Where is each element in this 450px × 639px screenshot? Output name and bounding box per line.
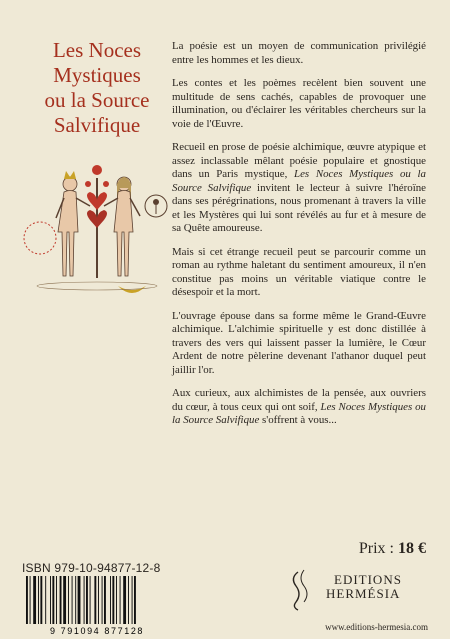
- paragraph-6-part-a: Aux curieux, aux alchimistes de la pensée, aux ouvriers du cœur, à tous ceux qui ont soif,: [172, 387, 426, 413]
- price: [359, 540, 426, 558]
- paragraph-5: L'ouvrage épouse dans sa forme même le Grand-Œuvre alchimique. L'alchimie spirituelle y est donc distillée à travers des vers qui laissent passer la lumière, le Cœur Ardent de notre pèlerine devenant l'athanor duquel peut jaillir l'or.: [172, 309, 426, 376]
- paragraph-3-part-b: invitent le lecteur à suivre l'héroïne dans ses pérégrinations, nous promenant à travers la ville et les Mystères qui lui sont révélés au fur et à mesure de sa Quête amoureuse.: [172, 181, 426, 234]
- paragraph-3: [172, 141, 426, 236]
- publisher-line-1: EDITIONS: [334, 572, 402, 587]
- price-label: Prix :: [358, 540, 398, 557]
- title-line-3: ou la Source: [44, 88, 150, 112]
- back-cover-text: [172, 40, 426, 436]
- paragraph-3-part-a: Recueil en prose de poésie alchimique, œuvre atypique et assez inclassable mêlant poésie populaire et gnostique dans un Paris mystique,: [172, 141, 426, 180]
- title-line-4: Salvifique: [53, 113, 141, 137]
- publisher-name: [322, 573, 432, 601]
- barcode-bars: [26, 576, 136, 624]
- barcode: [22, 576, 172, 636]
- price-value: 18 €: [398, 540, 426, 557]
- alchemical-couple-illustration: [18, 158, 176, 308]
- paragraph-4: Mais si cet étrange recueil peut se parcourir comme un roman au rythme haletant du sentiment amoureux, il n'en constitue pas moins un véritable viatique contre le désespoir et la mort.: [172, 245, 426, 298]
- paragraph-6-book-title: Les Noces Mystiques ou la Source Salvifique: [172, 400, 426, 426]
- isbn: ISBN 979-10-94877-12-8: [22, 561, 161, 575]
- paragraph-6: [172, 387, 426, 428]
- paragraph-1: La poésie est un moyen de communication privilégié entre les hommes et les dieux.: [172, 40, 426, 66]
- title-line-1: Les Noces: [52, 38, 142, 62]
- paragraph-2: Les contes et les poèmes recèlent bien souvent une multitude de sens cachés, capables de provoquer une illumination, ou d'éclairer les véritables chercheurs sur la voie de l'Œuvre.: [172, 77, 426, 130]
- paragraph-6-part-b: s'offrent à vous...: [259, 414, 337, 426]
- publisher-website: www.editions-hermesia.com: [325, 622, 428, 632]
- book-title: [22, 38, 172, 138]
- publisher-line-2: HERMÉSIA: [326, 586, 401, 601]
- paragraph-3-book-title: Les Noces Mystiques ou la Source Salvifique: [172, 168, 426, 194]
- barcode-digits: 9 791094 877128: [49, 626, 145, 636]
- title-line-2: Mystiques: [53, 63, 141, 87]
